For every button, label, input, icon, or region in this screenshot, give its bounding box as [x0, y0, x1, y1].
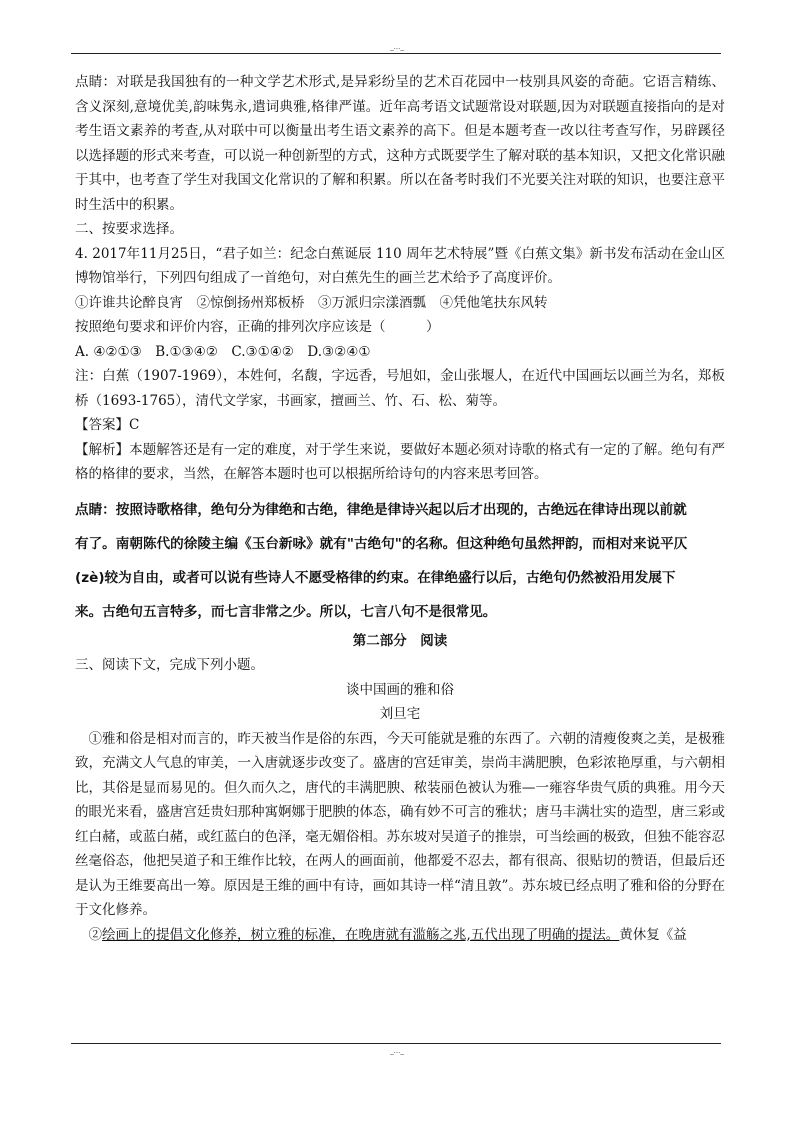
- article-paragraph-2: [75, 923, 725, 948]
- answer-line: 【答案】C: [75, 417, 140, 433]
- comment-paragraph: 点睛：对联是我国独有的一种文学艺术形式,是异彩纷呈的艺术百花园中一枝别具风姿的奇葩。它语言精练、含义深刻,意境优美,韵味隽永,遣词典雅,格律严谨。近年高考语文试题常设对联题,因为对联题直接指向的是对考生语文素养的考查,从对联中可以衡量出考生语文素养的高下。但是本题考查一改以往考查写作，另辟蹊径以选择题的形式来考查，可以说一种创新型的方式，这种方式既要学生了解对联的基本知识，又把文化常识融于其中，也考查了学生对我国文化常识的了解和积累。所以在备考时我们不光要关注对联的知识，也要注意平时生活中的积累。: [75, 74, 725, 213]
- comment-line-1: 点睛：按照诗歌格律，绝句分为律绝和古绝，律绝是律诗兴起以后才出现的，古绝远在律诗出现以前就: [75, 501, 687, 518]
- article-title: 谈中国画的雅和俗: [346, 681, 454, 698]
- reading-heading: 三、阅读下文，完成下列小题。: [75, 657, 264, 673]
- question-4-lines: ①许谁共论醉良宵 ②惊倒扬州郑板桥 ③万派归宗漾酒瓢 ④凭他笔扶东风转: [75, 294, 548, 311]
- question-4-ask: 按照绝句要求和评价内容，正确的排列次序应该是（ ）: [75, 319, 440, 335]
- analysis-paragraph: 【解析】本题解答还是有一定的难度，对于学生来说，要做好本题必须对诗歌的格式有一定的了解。绝句有严格的格律的要求，当然，在解答本题时也可以根据所给诗句的内容来思考回答。: [75, 441, 725, 482]
- page-content: [75, 70, 725, 947]
- question-4-options: A. ④②①③ B.①③④② C.③①④② D.③②④①: [75, 343, 371, 360]
- article-paragraph-1: ①雅和俗是相对而言的，昨天被当作是俗的东西，今天可能就是雅的东西了。六朝的清瘦俊爽之美，是极雅致，充满文人气息的审美，一入唐就逐步改变了。盛唐的宫廷审美，崇尚丰满肥腴，色彩浓艳厚重，与六朝相比，其俗是显而易见的。但久而久之，唐代的丰满肥腴、秾装丽色被认为雅—一雍容华贵气质的典雅。用今天的眼光来看，盛唐宫廷贵妇那种寓婀娜于肥腴的体态，确有妙不可言的雅状；唐马丰满壮实的造型，唐三彩或红白赭，或蓝白赭，或红蓝白的色泽，毫无媚俗相。苏东坡对吴道子的推崇，可当绘画的极致，但独不能容忍丝毫俗态，他把吴道子和王维作比较，在两人的画面前，他都爱不忍去，都有很高、很贴切的赞语，但最后还是认为王维要高出一筹。原因是王维的画中有诗，画如其诗一样“清且敦”。苏东坡已经点明了雅和俗的分野在于文化修养。: [75, 730, 725, 918]
- comment-line-4: 来。古绝句五言特多，而七言非常之少。所以，七言八句不是很常见。: [75, 603, 497, 620]
- header-mark: _..._: [390, 43, 404, 51]
- paragraph-number: ②: [88, 926, 102, 943]
- part-title: 第二部分 阅读: [352, 632, 448, 649]
- header-divider: [71, 53, 721, 54]
- comment-line-2: 有了。南朝陈代的徐陵主编《玉台新咏》就有"古绝句"的名称。但这种绝句虽然押韵，而相对来说平仄: [75, 535, 688, 552]
- article-author: 刘旦宅: [379, 706, 421, 722]
- underlined-sentence: 绘画上的提倡文化修养，树立雅的标准，在晚唐就有滥觞之兆,五代出现了明确的提法。: [102, 926, 620, 943]
- section-heading: 二、按要求选择。: [75, 221, 183, 237]
- paragraph-2-rest: 黄休复《益: [619, 926, 687, 943]
- question-4-note: 注：白蕉（1907-1969），本姓何，名馥，字远香，号旭如，金山张堰人，在近代中国画坛以画兰为名，郑板桥（1693-1765），清代文学家，书画家，擅画兰、竹、石、松、菊等。: [75, 368, 725, 409]
- footer-mark: _..._: [390, 1047, 404, 1055]
- footer-divider: [71, 1043, 721, 1044]
- comment-line-3: (zè)较为自由，或者可以说有些诗人不愿受格律的约束。在律绝盛行以后，古绝句仍然被沿用发展下: [75, 569, 676, 586]
- question-4-stem: 4. 2017年11月25日，“君子如兰：纪念白蕉诞辰 110 周年艺术特展”暨《白蕉文集》新书发布活动在金山区博物馆举行，下列四句组成了一首绝句，对白蕉先生的画兰艺术给予了高度评价。: [75, 245, 725, 286]
